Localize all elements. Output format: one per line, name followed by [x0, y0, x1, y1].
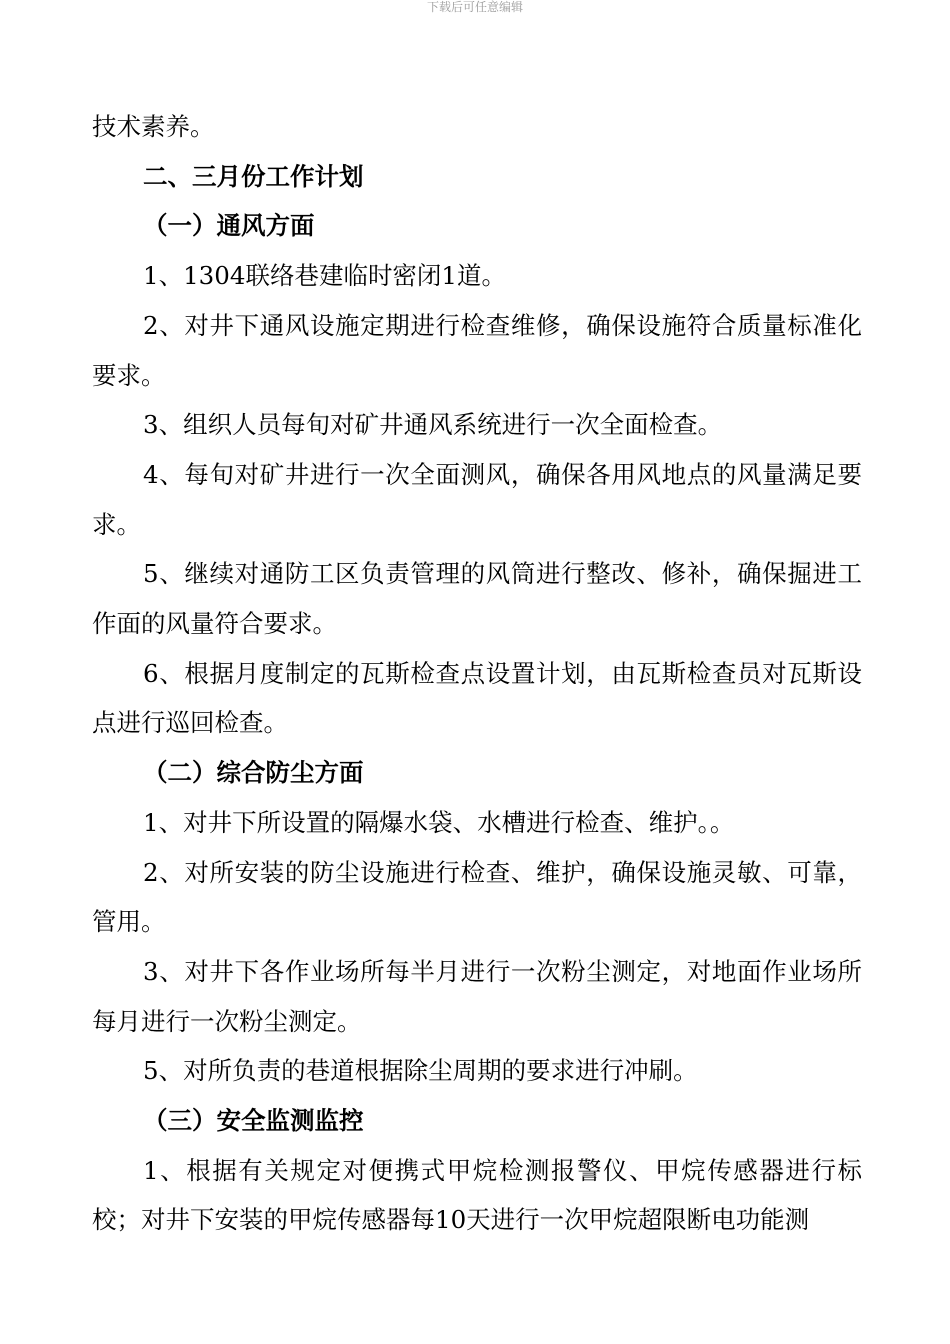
paragraph: 2、对井下通风设施定期进行检查维修，确保设施符合质量标准化要求。	[92, 310, 862, 390]
paragraph: 1、根据有关规定对便携式甲烷检测报警仪、甲烷传感器进行标校；对井下安装的甲烷传感器每10天进行一次甲烷超限断电功能测	[92, 1155, 862, 1235]
paragraph: 4、每旬对矿井进行一次全面测风，确保各用风地点的风量满足要求。	[92, 459, 862, 539]
paragraph: 5、对所负责的巷道根据除尘周期的要求进行冲刷。	[143, 1056, 698, 1086]
paragraph: 1、1304联络巷建临时密闭1道。	[143, 261, 507, 291]
paragraph: 1、对井下所设置的隔爆水袋、水槽进行检查、维护。。	[143, 807, 735, 837]
paragraph: 2、对所安装的防尘设施进行检查、维护，确保设施灵敏、可靠，管用。	[92, 857, 862, 937]
subsection-heading: （一）通风方面	[143, 211, 315, 241]
watermark-text: 下载后可任意编辑	[426, 0, 523, 14]
section-heading: 二、三月份工作计划	[143, 161, 364, 191]
subsection-heading: （三）安全监测监控	[143, 1106, 364, 1136]
subsection-heading: （二）综合防尘方面	[143, 758, 364, 788]
paragraph: 3、对井下各作业场所每半月进行一次粉尘测定，对地面作业场所每月进行一次粉尘测定。	[92, 956, 862, 1036]
paragraph: 6、根据月度制定的瓦斯检查点设置计划，由瓦斯检查员对瓦斯设点进行巡回检查。	[92, 658, 862, 738]
document-body	[92, 102, 862, 1245]
paragraph: 3、组织人员每旬对矿井通风系统进行一次全面检查。	[143, 410, 723, 440]
paragraph: 5、继续对通防工区负责管理的风筒进行整改、修补，确保掘进工作面的风量符合要求。	[92, 559, 862, 639]
paragraph-continued: 技术素养。	[92, 112, 215, 141]
